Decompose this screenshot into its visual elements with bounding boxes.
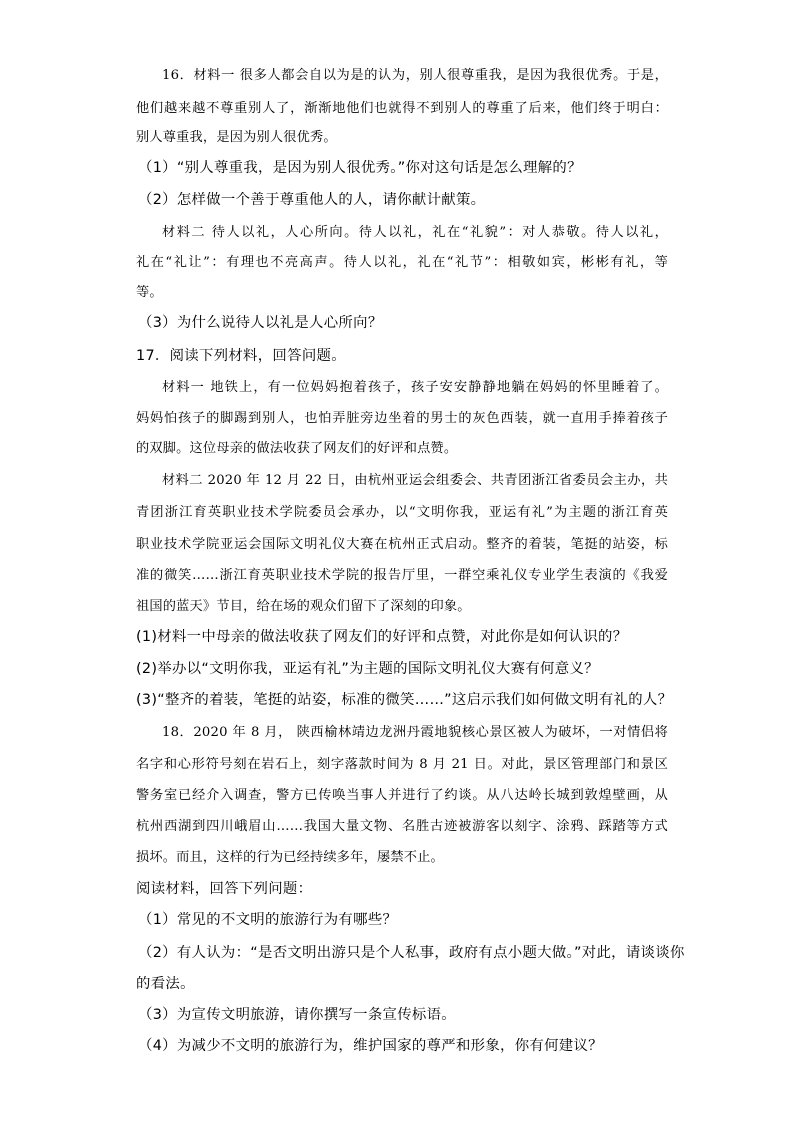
q17-subquestion-2: (2)举办以“文明你我，亚运有礼”为主题的国际文明礼仪大赛有何意义？	[136, 661, 599, 677]
q18-subquestion-3: （3）为宣传文明旅游，请你撰写一条宣传标语。	[138, 1007, 456, 1023]
q18-passage-line1: 18．2020 年 8 月， 陕西榆林靖边龙洲丹霞地貌核心景区被人为破坏，一对情侣将	[162, 725, 668, 740]
q17-material2-line2: 青团浙江育英职业技术学院委员会承办，以“文明你我，亚运有礼”为主题的浙江育英	[136, 505, 668, 520]
q17-material1-line3: 的双脚。这位母亲的做法收获了网友们的好评和点赞。	[136, 441, 458, 456]
q17-material2-line3: 职业技术学院亚运会国际文明礼仪大赛在杭州正式启动。整齐的着装，笔挺的站姿，标	[136, 537, 668, 552]
q16-subquestion-1: （1）“别人尊重我，是因为别人很优秀。”你对这句话是怎么理解的？	[138, 160, 582, 176]
q17-material2-line1: 材料二 2020 年 12 月 22 日，由杭州亚运会组委会、共青团浙江省委员会主办，共	[162, 473, 668, 488]
q17-material1-line2: 妈妈怕孩子的脚踢到别人，也怕弄脏旁边坐着的男士的灰色西装，就一直用手捧着孩子	[136, 411, 668, 426]
q17-subquestion-3: (3)“整齐的着装，笔挺的站姿，标准的微笑……”这启示我们如何做文明有礼的人？	[136, 692, 673, 708]
q16-material1-line2: 他们越来越不尊重别人了，渐渐地他们也就得不到别人的尊重了后来，他们终于明白：	[136, 101, 668, 116]
q18-passage-line3: 警务室已经介入调查，警方已传唤当事人并进行了约谈。从八达岭长城到敦煌壁画，从	[136, 788, 668, 803]
q16-material2-line3: 等。	[136, 285, 163, 300]
q18-passage-line2: 名字和心形符号刻在岩石上，刻字落款时间为 8 月 21 日。对此，景区管理部门和景区	[136, 757, 668, 772]
q16-material1-line1: 16．材料一 很多人都会自以为是的认为，别人很尊重我，是因为我很优秀。于是，	[162, 68, 668, 83]
q16-material2-line2: 礼在“礼让”：有理也不亮高声。待人以礼，礼在“礼节”：相敬如宾，彬彬有礼，等	[136, 255, 668, 270]
q16-material2-line1: 材料二 待人以礼，人心所向。待人以礼，礼在“礼貌”：对人恭敬。待人以礼，	[162, 225, 668, 240]
q16-subquestion-3: （3）为什么说待人以礼是人心所向？	[138, 315, 383, 331]
q18-subquestion-1: （1）常见的不文明的旅游行为有哪些？	[138, 912, 398, 928]
q18-passage-line5: 损坏。而且，这样的行为已经持续多年，屡禁不止。	[136, 850, 444, 865]
q16-material1-line3: 别人尊重我，是因为别人很优秀。	[136, 130, 337, 145]
q18-subquestion-2-line1: （2）有人认为：“是否文明出游只是个人私事，政府有点小题大做。”对此，请谈谈你	[138, 945, 685, 961]
q17-stem: 17．阅读下列材料，回答问题。	[136, 348, 346, 364]
q18-subquestion-4: （4）为减少不文明的旅游行为，维护国家的尊严和形象，你有何建议？	[138, 1038, 603, 1054]
q18-passage-line4: 杭州西湖到四川峨眉山……我国大量文物、名胜古迹被游客以刻字、涂鸦、踩踏等方式	[136, 819, 668, 834]
q16-subquestion-2: （2）怎样做一个善于尊重他人的人，请你献计献策。	[138, 192, 486, 208]
q18-subquestion-2-line2: 的看法。	[136, 976, 195, 992]
q17-material2-line4: 准的微笑……浙江育英职业技术学院的报告厅里，一群空乘礼仪专业学生表演的《我爱	[136, 568, 668, 583]
q18-stem: 阅读材料，回答下列问题：	[136, 881, 313, 897]
q17-material1-line1: 材料一 地铁上，有一位妈妈抱着孩子，孩子安安静静地躺在妈妈的怀里睡着了。	[162, 380, 668, 395]
q17-subquestion-1: (1)材料一中母亲的做法收获了网友们的好评和点赞，对此你是如何认识的？	[136, 629, 628, 645]
q17-material2-line5: 祖国的蓝天》节目，给在场的观众们留下了深刻的印象。	[136, 599, 471, 614]
